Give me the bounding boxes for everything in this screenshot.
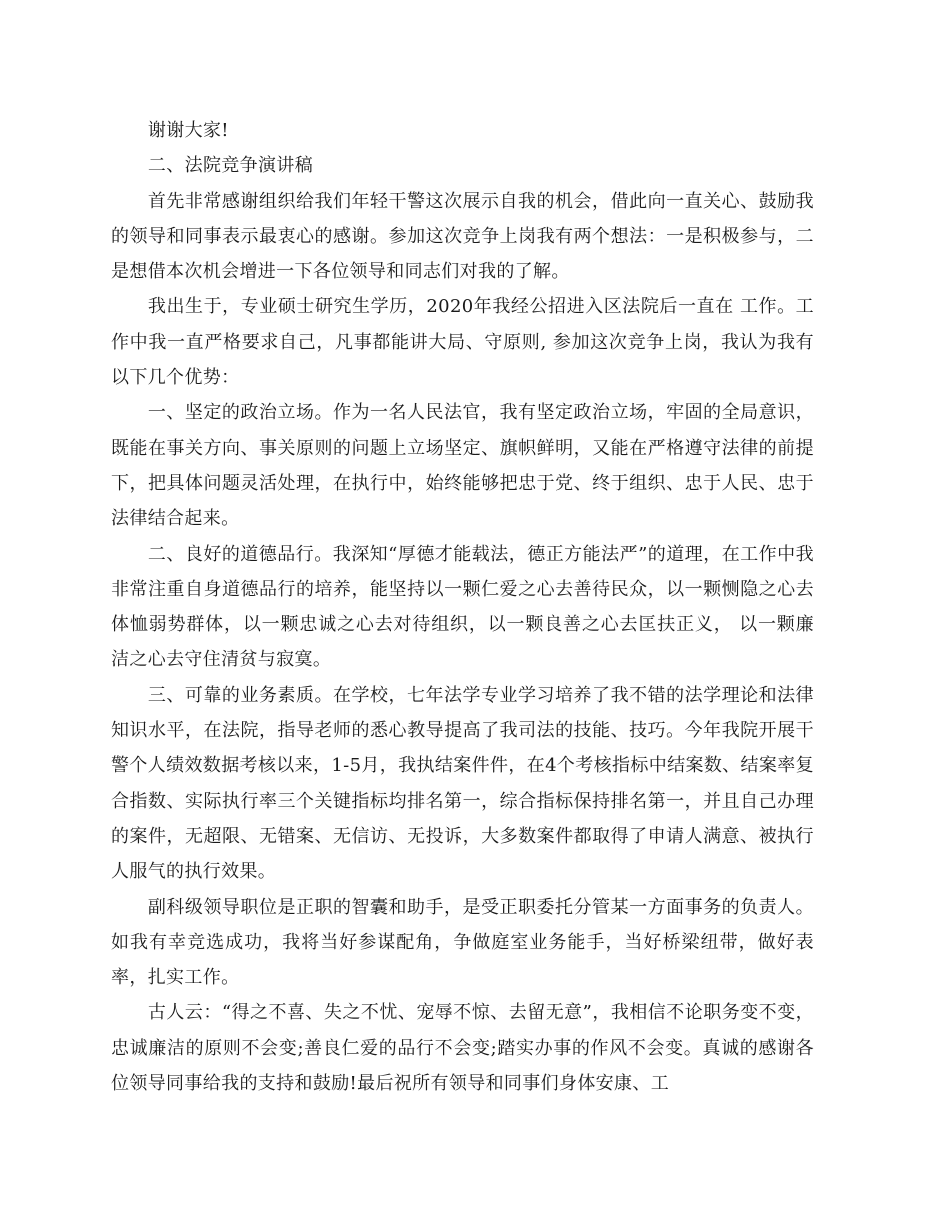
paragraph-intro: 首先非常感谢组织给我们年轻干警这次展示自我的机会，借此向一直关心、鼓励我的领导和同事表示最衷心的感谢。参加这次竞争上岗我有两个想法：一是积极参与，二是想借本次机会增进一下各位领导和同志们对我的了解。 (111, 190, 814, 283)
paragraph-role-plan: 副科级领导职位是正职的智囊和助手，是受正职委托分管某一方面事务的负责人。如我有幸竞选成功，我将当好参谋配角，争做庭室业务能手，当好桥梁纽带，做好表率，扎实工作。 (111, 896, 814, 989)
paragraph-professional-quality: 三、可靠的业务素质。在学校，七年法学专业学习培养了我不错的法学理论和法律知识水平，在法院，指导老师的悉心教导提高了我司法的技能、技巧。今年我院开展干警个人绩效数据考核以来，1-5月，我执结案件件，在4个考核指标中结案数、结案率复合指数、实际执行率三个关键指标均排名第一，综合指标保持排名第一，并且自己办理的案件，无超限、无错案、无信访、无投诉，大多数案件都取得了申请人满意、被执行人服气的执行效果。 (111, 684, 814, 883)
paragraph-background: 我出生于，专业硕士研究生学历，2020年我经公招进入区法院后一直在 工作。工作中我一直严格要求自己，凡事都能讲大局、守原则, 参加这次竞争上岗，我认为我有以下几个优势： (111, 296, 814, 389)
paragraph-moral-character: 二、良好的道德品行。我深知“厚德才能载法，德正方能法严”的道理，在工作中我非常注重自身道德品行的培养，能坚持以一颗仁爱之心去善待民众，以一颗恻隐之心去体恤弱势群体，以一颗忠诚之心去对待组织，以一颗良善之心去匡扶正义， 以一颗廉洁之心去守住清贫与寂寞。 (111, 543, 814, 671)
document-body (111, 113, 814, 1101)
paragraph-conclusion: 古人云：“得之不喜、失之不忧、宠辱不惊、去留无意”，我相信不论职务变不变，忠诚廉洁的原则不会变;善良仁爱的品行不会变;踏实办事的作风不会变。真诚的感谢各位领导同事给我的支持和鼓励!最后祝所有领导和同事们身体安康、工 (111, 1002, 814, 1095)
paragraph-political-stance: 一、坚定的政治立场。作为一名人民法官，我有坚定政治立场，牢固的全局意识，既能在事关方向、事关原则的问题上立场坚定、旗帜鲜明，又能在严格遵守法律的前提下，把具体问题灵活处理，在执行中，始终能够把忠于党、终于组织、忠于人民、忠于法律结合起来。 (111, 402, 814, 530)
section-heading: 二、法院竞争演讲稿 (147, 155, 314, 177)
closing-thanks: 谢谢大家! (147, 120, 229, 141)
